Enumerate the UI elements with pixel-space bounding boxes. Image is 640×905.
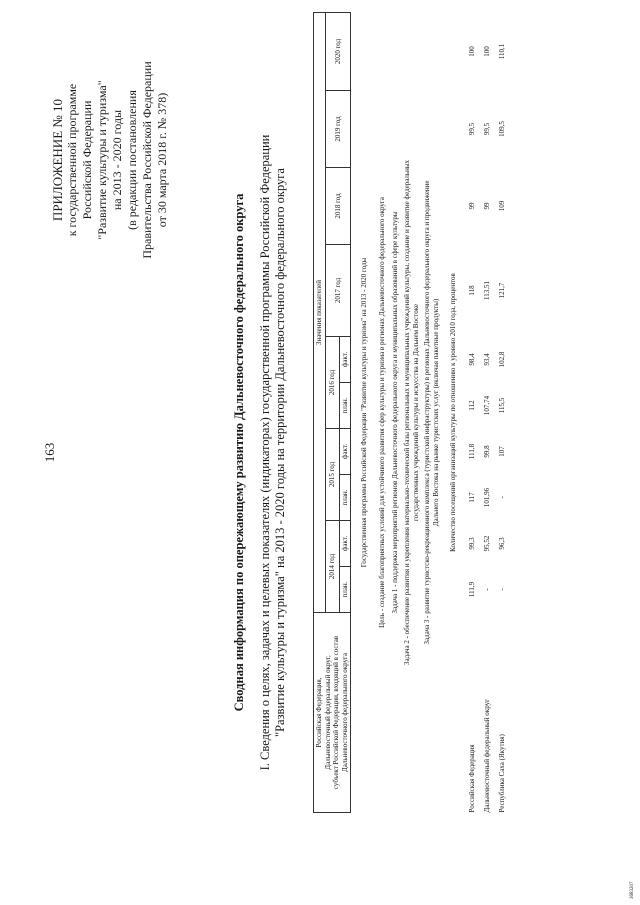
appendix-title: ПРИЛОЖЕНИЕ № 10 <box>50 98 65 222</box>
document-code: 3683207 <box>630 881 635 899</box>
year-header: 2019 год <box>325 91 351 168</box>
table-cell: 111,8 <box>468 443 477 460</box>
table-cell: 100 <box>468 46 477 57</box>
appendix-line: Правительства Российской Федерации <box>140 61 154 259</box>
appendix-line: на 2013 - 2020 годы <box>110 109 124 211</box>
section-title: Сводная информация по опережающему развитию Дальневосточного федерального округа <box>232 193 246 712</box>
table-cell: 107,74 <box>483 395 492 416</box>
table-cell: - <box>498 588 507 591</box>
table-cell: 113,51 <box>483 281 492 300</box>
year-header: 2015 год <box>325 429 339 521</box>
fact-header: факт. <box>339 429 351 475</box>
indicator-row: Количество посещений организаций культуры по отношению к уровню 2010 года, процентов <box>449 273 457 552</box>
table-cell: 99,5 <box>468 122 477 136</box>
table-cell: 101,96 <box>483 487 492 508</box>
table-cell: 110,1 <box>498 43 507 60</box>
plan-header: план. <box>339 475 351 521</box>
values-header: Значения показателей <box>314 12 326 612</box>
task-row: Задача 1 - поддержка мероприятий регионов Дальневосточного федерального округа и муниципальных образований в сфере культуры <box>391 211 399 614</box>
indicators-table <box>313 12 510 813</box>
table-cell: 121,7 <box>498 282 507 299</box>
table-cell: 111,9 <box>468 581 477 598</box>
table-row <box>495 12 510 812</box>
table-cell: 112 <box>468 400 477 411</box>
plan-header: план. <box>339 567 351 613</box>
table-cell: - <box>483 588 492 591</box>
region-name: Дальневосточный федеральный округ <box>483 699 492 813</box>
plan-header: план. <box>339 383 351 429</box>
table-cell: 115,5 <box>498 397 507 414</box>
table-cell: 99 <box>468 202 477 210</box>
table-row <box>465 12 480 812</box>
task-row: Задача 3 - развитие туристско-рекреационного комплекса (туристской инфраструктуры) в регионах Дальневосточного федерального округа и продвижение Дальнего Востока на рынке туристских услуг (включая пакетные продукты) <box>423 180 440 645</box>
part-title <box>258 80 288 825</box>
appendix-line: от 30 марта 2018 г. № 378) <box>155 92 169 228</box>
task-row: Задача 2 - обеспечение развития и укрепления материально-технической базы региональных и муниципальных учреждений культуры, создание и развитие федеральных государственных учреждений культуры и искусства на Дальнем Востоке <box>403 159 420 666</box>
table-cell: 117 <box>468 492 477 503</box>
appendix-line: "Развитие культуры и туризма" <box>95 80 109 240</box>
table-cell: 118 <box>468 285 477 296</box>
table-cell: 107 <box>498 446 507 457</box>
year-header: 2016 год <box>325 337 339 429</box>
table-cell: 109 <box>498 200 507 212</box>
year-header: 2014 год <box>325 521 339 613</box>
fact-header: факт. <box>339 337 351 383</box>
table-cell: 96,3 <box>498 537 507 550</box>
goal-row: Цель - создание благоприятных условий для устойчивого развития сфер культуры и туризма в регионах Дальневосточного федерального округа <box>378 197 386 628</box>
table-cell: 93,4 <box>483 353 492 366</box>
page-number: 163 <box>42 442 57 463</box>
fact-header: факт. <box>339 521 351 567</box>
region-column-header: Российская Федерация, Дальневосточный федеральный округ, субъект Российской Федерации, входящий в состав Дальневосточного федерального округа <box>314 613 351 813</box>
table-cell: 99,5 <box>483 122 492 136</box>
year-header: 2018 год <box>325 168 351 245</box>
table-cell: 109,5 <box>498 121 507 137</box>
table-cell: 100 <box>483 46 492 57</box>
appendix-line: (в редакции постановления <box>125 90 139 230</box>
table-cell: 95,52 <box>483 535 492 552</box>
table-row <box>480 12 495 812</box>
table-cell: 99,8 <box>483 445 492 458</box>
region-name: Республика Саха (Якутия) <box>498 734 507 813</box>
region-name: Российская Федерация <box>468 744 477 813</box>
table-cell: 99 <box>483 202 492 210</box>
year-header: 2017 год <box>325 245 351 337</box>
table-cell: 99,3 <box>468 537 477 550</box>
program-row: Государственная программа Российской Федерации "Развитие культуры и туризма" на 2013 - 2020 годы <box>360 257 368 568</box>
table-cell: - <box>498 496 507 499</box>
year-header: 2020 год <box>325 12 351 90</box>
table-cell: 98,4 <box>468 353 477 366</box>
appendix-header <box>50 15 170 305</box>
appendix-line: Российской Федерации <box>80 100 94 220</box>
appendix-line: к государственной программе <box>65 83 79 237</box>
part-title-line: "Развитие культуры и туризма" на 2013 - 2020 годы на территории Дальневосточного федерального округа <box>273 168 287 737</box>
table-cell: 102,8 <box>498 351 507 368</box>
part-title-line: I. Сведения о целях, задачах и целевых показателях (индикаторах) государственной программы Российской Федерации <box>258 134 272 771</box>
